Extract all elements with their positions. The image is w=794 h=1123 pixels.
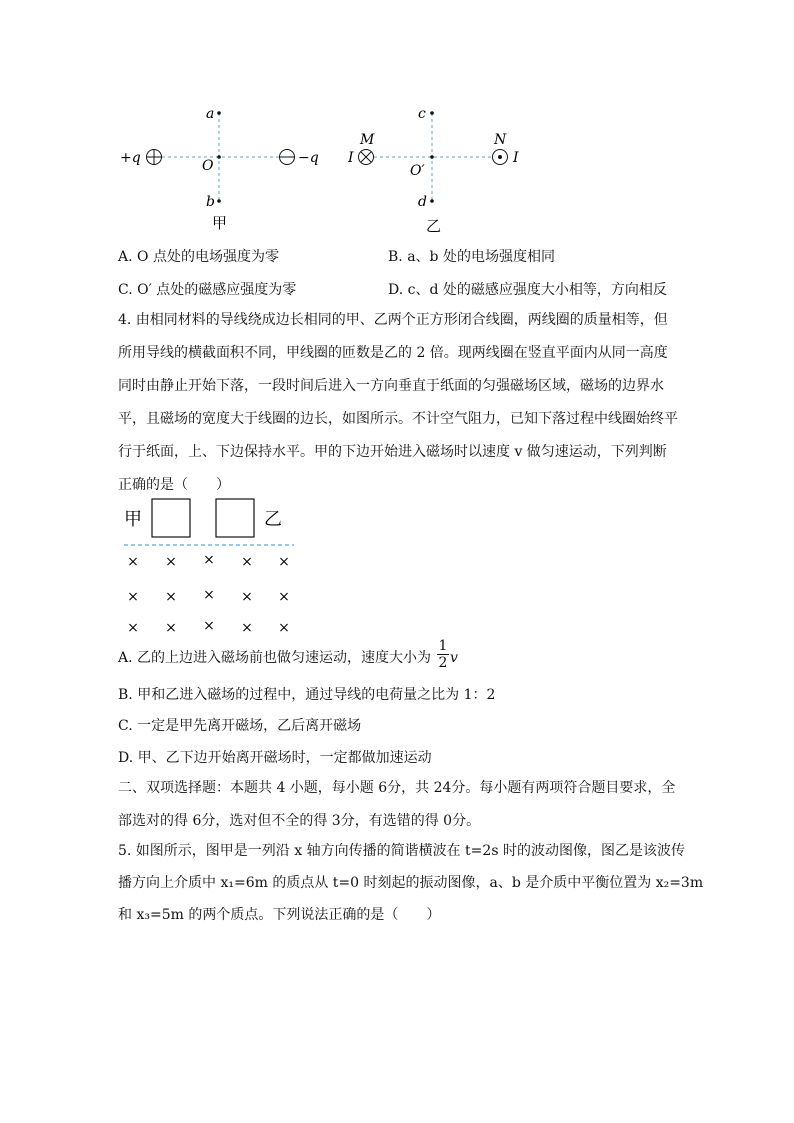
section-2-heading: 二、双项选择题：本题共 4 小题，每小题 6分，共 24分。每小题有两项符合题目要求，全部选对的得 6分，选对但不全的得 3分，有选错的得 0分。 (118, 780, 676, 829)
svg-text:×: × (165, 620, 177, 636)
label-a: a (206, 106, 215, 122)
label-O: O (202, 158, 214, 174)
label-b: b (206, 194, 215, 210)
q5-stem-line-1: 5. 如图所示，图甲是一列沿 x 轴方向传播的简谐横波在 t=2s 时的波动图像，图乙是该波传 (118, 843, 685, 859)
coil-jia-square (152, 499, 190, 537)
svg-text:×: × (241, 589, 253, 605)
coil-label-yi: 乙 (264, 509, 282, 530)
q4-stem: 4. 由相同材料的导线绕成边长相同的甲、乙两个正方形闭合线圈，两线圈的质量相等，但所用导线的横截面积不同，甲线圈的匝数是乙的 2 倍。现两线圈在竖直平面内从同一高度同时由静止开始下落，一段时间后进入一方向垂直于纸面的匀强磁场区域，磁场的边界水平，且磁场的宽度大于线圈的边长，如图所示。不计空气阻力，已知下落过程中线圈始终平行于纸面，上、下边保持水平。甲的下边开始进入磁场时以速度 v 做匀速运动，下列判断正确的是（ ） (118, 312, 678, 493)
label-plus-q: +q (120, 150, 141, 166)
q3-option-b: B. a、b 处的电场强度相同 (388, 249, 555, 265)
label-M: M (360, 132, 375, 148)
svg-text:×: × (278, 620, 290, 636)
point-Oprime-dot (430, 155, 434, 159)
q4-option-b: B. 甲和乙进入磁场的过程中，通过导线的电荷量之比为 1：2 (118, 687, 496, 703)
q4-option-a: A. 乙的上边进入磁场前也做匀速运动，速度大小为 (118, 650, 432, 666)
label-I-left: I (348, 150, 354, 166)
svg-text:×: × (165, 554, 177, 570)
svg-text:×: × (203, 587, 215, 603)
q3-option-d: D. c、d 处的磁感应强度大小相等，方向相反 (388, 282, 667, 298)
coil-label-jia: 甲 (124, 509, 142, 530)
svg-text:×: × (127, 620, 139, 636)
q3-option-c: C. O′ 点处的磁感应强度为零 (118, 282, 297, 298)
fraction-denominator: 2 (438, 655, 448, 671)
label-Oprime: O′ (410, 163, 425, 179)
point-d-dot (430, 199, 434, 203)
label-d: d (418, 194, 427, 210)
svg-text:×: × (127, 554, 139, 570)
label-N: N (494, 132, 507, 148)
q4-option-a-fraction (437, 638, 449, 671)
svg-text:×: × (165, 589, 177, 605)
coil-yi-square (216, 499, 254, 537)
label-I-right: I (513, 150, 519, 166)
label-c: c (418, 106, 426, 122)
q5-stem-line-2: 播方向上介质中 x₁=6m 的质点从 t=0 时刻起的振动图像，a、b 是介质中平衡位置为 x₂=3m (118, 875, 704, 891)
label-minus-q: −q (298, 150, 319, 166)
point-c-dot (430, 111, 434, 115)
q5-stem-line-3: 和 x₃=5m 的两个质点。下列说法正确的是（ ） (118, 907, 441, 923)
q4-option-d: D. 甲、乙下边开始离开磁场时，一定都做加速运动 (118, 750, 432, 766)
label-jia: 甲 (212, 214, 228, 232)
label-yi: 乙 (426, 217, 442, 235)
figure-coils-magnetic-field (118, 490, 308, 640)
q3-option-a: A. O 点处的电场强度为零 (118, 249, 279, 265)
svg-text:×: × (203, 618, 215, 634)
svg-text:×: × (241, 554, 253, 570)
q4-option-a-v: v (450, 650, 458, 666)
svg-text:×: × (278, 589, 290, 605)
svg-text:×: × (203, 552, 215, 568)
figure-field-diagram (110, 95, 550, 240)
svg-text:×: × (127, 589, 139, 605)
svg-text:×: × (278, 554, 290, 570)
point-O-dot (217, 155, 221, 159)
point-b-dot (217, 199, 221, 203)
q4-option-c: C. 一定是甲先离开磁场，乙后离开磁场 (118, 718, 362, 734)
svg-text:×: × (241, 620, 253, 636)
field-crosses (127, 552, 290, 636)
point-a-dot (217, 111, 221, 115)
fraction-numerator: 1 (438, 638, 448, 654)
